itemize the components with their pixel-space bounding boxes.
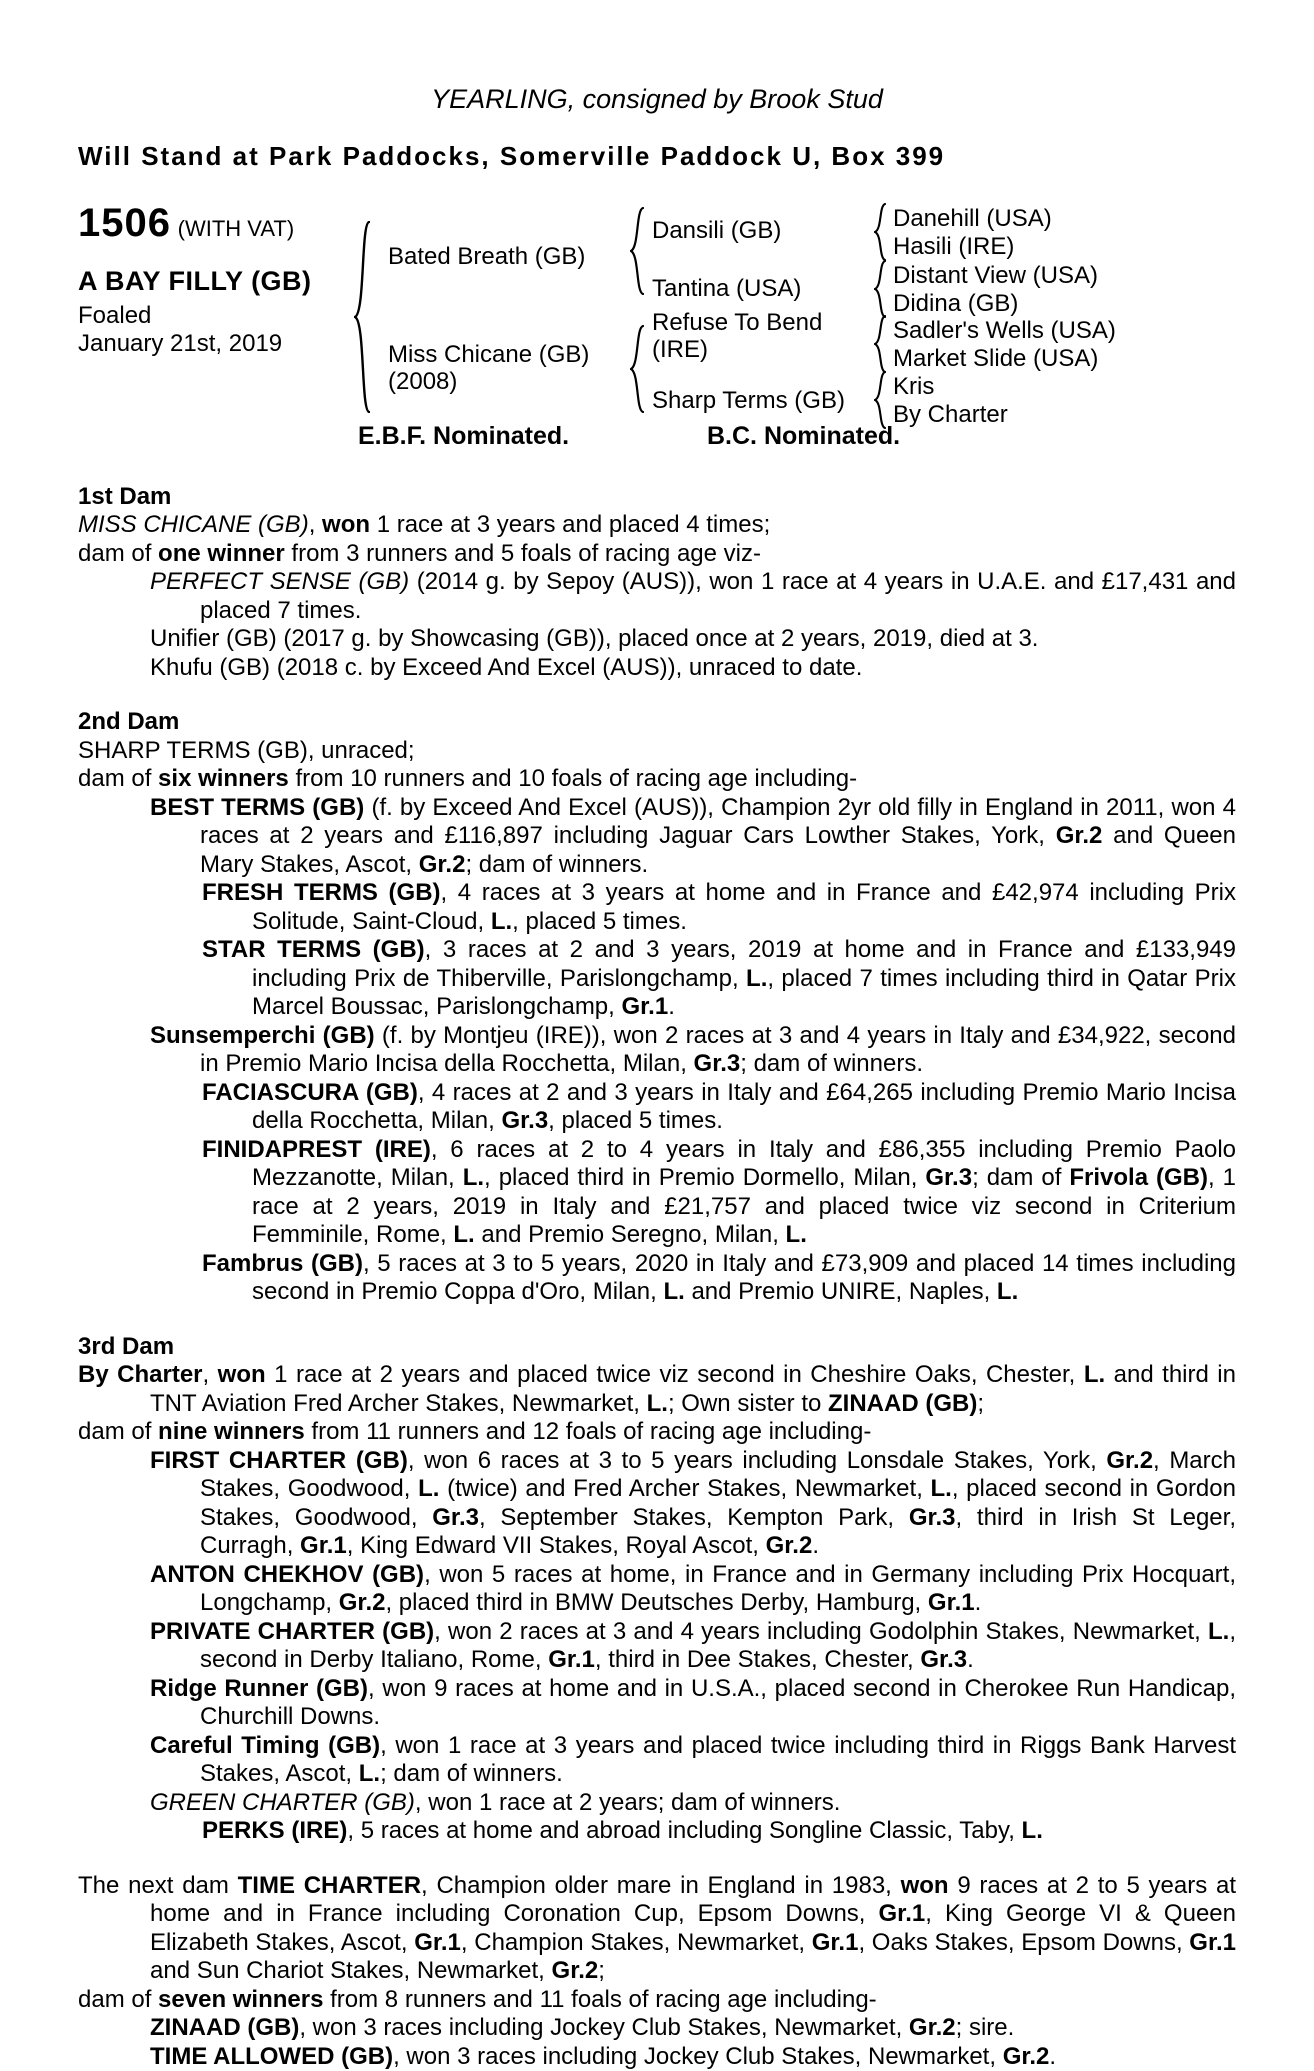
dam-name: Miss Chicane (GB) (2008) [388,341,638,395]
text-run: FINIDAPREST (IRE) [202,1136,431,1163]
gg-dam-2: Didina (GB) [893,290,1018,319]
pedigree-brace-gg-2 [874,260,886,318]
text-run: , placed second in Gordon Stakes, Goodwood, [200,1475,1236,1531]
catalog-paragraph [78,794,1236,880]
grandsire-2: Refuse To Bend (IRE) [652,309,862,363]
text-run: ; sire. [956,2014,1015,2041]
text-run: , won 1 race at 2 years; dam of winners. [415,1789,841,1816]
text-run: and Premio UNIRE, Naples, [685,1278,997,1305]
text-run: 1 race at 2 years and placed twice viz second in Cheshire Oaks, Chester, [266,1361,1084,1388]
catalog-paragraph [78,1789,1236,1818]
text-run: L. [746,965,767,992]
text-run: Gr.1 [879,1900,926,1927]
catalog-paragraph [78,737,1236,766]
text-run: . [812,1532,819,1559]
gg-dam-4: By Charter [893,401,1008,430]
text-run: , won 9 races at home and in U.S.A., placed second in Cherokee Run Handicap, Churchill Downs. [200,1675,1236,1731]
text-run: , second in Derby Italiano, Rome, [200,1618,1236,1674]
text-run: , won 2 races at 3 and 4 years including Godolphin Stakes, Newmarket, [434,1618,1208,1645]
text-run: , placed 5 times. [548,1107,723,1134]
text-run: Gr.2 [1056,822,1103,849]
text-run: , 5 races at 3 to 5 years, 2020 in Italy and £73,909 and placed 14 times including second in Premio Coppa d'Oro, Milan, [252,1250,1236,1306]
text-run: FACIASCURA (GB) [202,1079,418,1106]
text-run: ZINAAD (GB) [828,1390,977,1417]
text-run: Gr.1 [928,1589,975,1616]
text-run: , third in Dee Stakes, Chester, [595,1646,921,1673]
text-run: and third in TNT Aviation Fred Archer Stakes, Newmarket, [150,1361,1236,1417]
catalog-body [0,483,1314,2071]
text-run: Gr.1 [548,1646,595,1673]
text-run: SHARP TERMS (GB), unraced; [78,737,415,764]
text-run: , won 1 race at 3 years and placed twice including third in Riggs Bank Harvest Stakes, Ascot, [200,1732,1236,1788]
gg-dam-3: Market Slide (USA) [893,345,1098,374]
text-run: L. [491,908,512,935]
text-run: FIRST CHARTER (GB) [150,1447,408,1474]
text-run: . [967,1646,974,1673]
text-run: L. [418,1475,439,1502]
text-run: ; [977,1390,984,1417]
text-run: 9 races at 2 to 5 years at home and in France including Coronation Cup, Epsom Downs, [150,1872,1236,1928]
text-run: 1 race at 3 years and placed 4 times; [370,511,770,538]
text-run: L. [663,1278,684,1305]
text-run: Gr.2 [766,1532,813,1559]
text-run: Gr.1 [812,1929,859,1956]
text-run: , placed 7 times including third in Qatar Prix Marcel Boussac, Parislongchamp, [252,965,1236,1021]
text-run: , King George VI & Queen Elizabeth Stakes, Ascot, [150,1900,1236,1956]
text-run: , [309,511,322,538]
text-run: L. [1084,1361,1105,1388]
text-run: Gr.3 [920,1646,967,1673]
text-run: L. [786,1221,807,1248]
text-run: from 11 runners and 12 foals of racing age including- [305,1418,872,1445]
catalog-paragraph [78,1817,1236,1846]
text-run: Gr.3 [694,1050,741,1077]
consignor-line: YEARLING, consigned by Brook Stud [0,0,1314,114]
catalog-paragraph [78,1618,1236,1675]
text-run: won [322,511,370,538]
vat-note: (WITH VAT) [178,216,295,241]
text-run: , third in Irish St Leger, Curragh, [200,1504,1236,1560]
colour-sex-line: A BAY FILLY (GB) [78,267,312,296]
catalog-paragraph [78,1418,1236,1447]
pedigree-brace-outer [354,221,370,413]
text-run: The next dam [78,1872,238,1899]
foaled-date: January 21st, 2019 [78,330,282,359]
catalog-paragraph [78,1022,1236,1079]
text-run: Khufu (GB) (2018 c. by Exceed And Excel (AUS)), unraced to date. [150,654,862,681]
catalog-paragraph [78,1136,1236,1250]
text-run: seven winners [158,1986,323,2013]
text-run: Gr.2 [1003,2043,1050,2070]
text-run: , 4 races at 3 years at home and in France and £42,974 including Prix Solitude, Saint-Cloud, [252,879,1236,935]
ebf-nominated-note: E.B.F. Nominated. [358,422,569,451]
text-run: , Oaks Stakes, Epsom Downs, [858,1929,1189,1956]
text-run: from 10 runners and 10 foals of racing age including- [289,765,857,792]
gg-dam-1: Hasili (IRE) [893,233,1014,262]
text-run: ; dam of winners. [740,1050,923,1077]
text-run: Gr.1 [622,993,669,1020]
text-run: from 3 runners and 5 foals of racing age viz- [285,540,761,567]
catalog-paragraph [78,654,1236,683]
catalog-paragraph [78,879,1236,936]
text-run: from 8 runners and 11 foals of racing age including- [323,1986,876,2013]
text-run: Gr.1 [300,1532,347,1559]
gg-sire-4: Kris [893,373,934,402]
text-run: TIME ALLOWED (GB) [150,2043,393,2070]
text-run: nine winners [158,1418,305,1445]
pedigree-section [78,708,1236,1307]
catalog-paragraph [78,1561,1236,1618]
catalog-paragraph [78,936,1236,1022]
text-run: ; [598,1957,605,1984]
granddam-2: Sharp Terms (GB) [652,387,845,416]
text-run: dam of [78,540,158,567]
catalog-paragraph [78,1447,1236,1561]
pedigree-brace-sire-parents [630,207,644,295]
text-run: , won 3 races including Jockey Club Stakes, Newmarket, [299,2014,909,2041]
text-run: dam of [78,1986,158,2013]
text-run: ; dam of winners. [465,851,648,878]
text-run: and Queen Mary Stakes, Ascot, [200,822,1236,878]
text-run: ZINAAD (GB) [150,2014,299,2041]
grandsire-1: Dansili (GB) [652,217,781,246]
catalog-paragraph [78,2014,1236,2043]
text-run: , placed third in BMW Deutsches Derby, Hamburg, [385,1589,927,1616]
text-run: , 4 races at 2 and 3 years in Italy and £64,265 including Premio Mario Incisa della Rocchetta, Milan, [252,1079,1236,1135]
text-run: , placed 5 times. [512,908,687,935]
text-run: (f. by Exceed And Excel (AUS)), Champion 2yr old filly in England in 2011, won 4 races at 2 years and £116,897 including Jaguar Cars Lowther Stakes, York, [200,794,1236,850]
pedigree-brace-gg-4 [874,371,886,429]
gg-sire-3: Sadler's Wells (USA) [893,317,1116,346]
text-run: Gr.3 [909,1504,956,1531]
text-run: (f. by Montjeu (IRE)), won 2 races at 3 and 4 years in Italy and £34,922, second in Premio Mario Incisa della Rocchetta, Milan, [200,1022,1236,1078]
pedigree-table [0,203,1314,459]
text-run: STAR TERMS (GB) [202,936,425,963]
catalog-paragraph [78,1872,1236,1986]
bc-nominated-note: B.C. Nominated. [707,422,900,451]
catalog-paragraph [78,765,1236,794]
text-run: , 6 races at 2 to 4 years in Italy and £86,355 including Premio Paolo Mezzanotte, Milan, [252,1136,1236,1192]
catalog-paragraph [78,511,1236,540]
catalog-paragraph [78,1732,1236,1789]
text-run: MISS CHICANE (GB) [78,511,309,538]
text-run: , [203,1361,218,1388]
lot-number: 1506 [78,201,171,245]
text-run: L. [463,1164,484,1191]
text-run: dam of [78,765,158,792]
text-run: . [1049,2043,1056,2070]
text-run: Gr.3 [432,1504,479,1531]
text-run: L. [647,1390,668,1417]
text-run: FRESH TERMS (GB) [202,879,441,906]
catalog-paragraph [78,625,1236,654]
text-run: , 5 races at home and abroad including Songline Classic, Taby, [347,1817,1021,1844]
text-run: six winners [158,765,289,792]
text-run: , placed third in Premio Dormello, Milan, [484,1164,925,1191]
lot-number-row [78,209,294,244]
text-run: BEST TERMS (GB) [150,794,364,821]
text-run: Gr.1 [414,1929,461,1956]
pedigree-brace-gg-1 [874,203,886,261]
text-run: L. [1022,1817,1043,1844]
pedigree-section [78,1333,1236,1846]
text-run: Gr.2 [419,851,466,878]
text-run: Unifier (GB) (2017 g. by Showcasing (GB)), placed once at 2 years, 2019, died at 3. [150,625,1038,652]
text-run: , Champion older mare in England in 1983, [421,1872,901,1899]
catalog-paragraph [78,1361,1236,1418]
pedigree-section [78,483,1236,683]
text-run: one winner [158,540,285,567]
section-heading: 3rd Dam [78,1333,1236,1362]
text-run: and Premio Seregno, Milan, [475,1221,786,1248]
text-run: Gr.3 [925,1164,972,1191]
text-run: (2014 g. by Sepoy (AUS)), won 1 race at 4 years in U.A.E. and £17,431 and placed 7 times. [200,568,1236,624]
text-run: , March Stakes, Goodwood, [200,1447,1236,1503]
catalog-paragraph [78,1675,1236,1732]
text-run: Gr.3 [501,1107,548,1134]
text-run: Gr.2 [1106,1447,1153,1474]
catalog-paragraph [78,1079,1236,1136]
pedigree-section [78,1872,1236,2071]
stand-location-line: Will Stand at Park Paddocks, Somerville Paddock U, Box 399 [0,142,1314,171]
text-run: dam of [78,1418,158,1445]
sire-name: Bated Breath (GB) [388,243,585,272]
text-run: ANTON CHEKHOV (GB) [150,1561,424,1588]
text-run: Frivola (GB) [1069,1164,1208,1191]
text-run: ; dam of winners. [380,1760,563,1787]
text-run: , 1 race at 2 years, 2019 in Italy and £21,757 and placed twice viz second in Criterium Femminile, Rome, [252,1164,1236,1248]
text-run: , won 6 races at 3 to 5 years including Lonsdale Stakes, York, [408,1447,1107,1474]
text-run: , won 5 races at home, in France and in Germany including Prix Hocquart, Longchamp, [200,1561,1236,1617]
text-run: , September Stakes, Kempton Park, [479,1504,909,1531]
section-heading: 2nd Dam [78,708,1236,737]
section-heading: 1st Dam [78,483,1236,512]
text-run: and Sun Chariot Stakes, Newmarket, [150,1957,552,1984]
text-run: PRIVATE CHARTER (GB) [150,1618,434,1645]
catalog-paragraph [78,568,1236,625]
text-run: L. [1208,1618,1229,1645]
text-run: Fambrus (GB) [202,1250,363,1277]
text-run: By Charter [78,1361,203,1388]
text-run: , Champion Stakes, Newmarket, [461,1929,812,1956]
text-run: won [901,1872,949,1899]
text-run: won [218,1361,266,1388]
pedigree-brace-gg-3 [874,315,886,373]
text-run: L. [359,1760,380,1787]
text-run: L. [997,1278,1018,1305]
text-run: Gr.2 [339,1589,386,1616]
gg-sire-2: Distant View (USA) [893,262,1098,291]
foaled-label: Foaled [78,302,151,331]
text-run: PERKS (IRE) [202,1817,347,1844]
pedigree-brace-dam-parents [630,325,644,413]
text-run: (twice) and Fred Archer Stakes, Newmarket, [439,1475,930,1502]
text-run: Ridge Runner (GB) [150,1675,368,1702]
text-run: , 3 races at 2 and 3 years, 2019 at home and in France and £133,949 including Prix de Thiberville, Parislongchamp, [252,936,1236,992]
text-run: ; dam of [972,1164,1069,1191]
text-run: Sunsemperchi (GB) [150,1022,375,1049]
text-run: PERFECT SENSE (GB) [150,568,409,595]
text-run: TIME CHARTER [238,1872,421,1899]
catalog-paragraph [78,2043,1236,2071]
text-run: L. [453,1221,474,1248]
text-run: GREEN CHARTER (GB) [150,1789,415,1816]
text-run: . [975,1589,982,1616]
catalog-paragraph [78,540,1236,569]
text-run: ; Own sister to [668,1390,828,1417]
granddam-1: Tantina (USA) [652,275,801,304]
text-run: Careful Timing (GB) [150,1732,380,1759]
text-run: L. [931,1475,952,1502]
gg-sire-1: Danehill (USA) [893,205,1052,234]
catalog-paragraph [78,1250,1236,1307]
text-run: . [668,993,675,1020]
text-run: , King Edward VII Stakes, Royal Ascot, [347,1532,766,1559]
text-run: Gr.2 [552,1957,599,1984]
text-run: Gr.1 [1189,1929,1236,1956]
text-run: , won 3 races including Jockey Club Stakes, Newmarket, [393,2043,1003,2070]
text-run: Gr.2 [909,2014,956,2041]
